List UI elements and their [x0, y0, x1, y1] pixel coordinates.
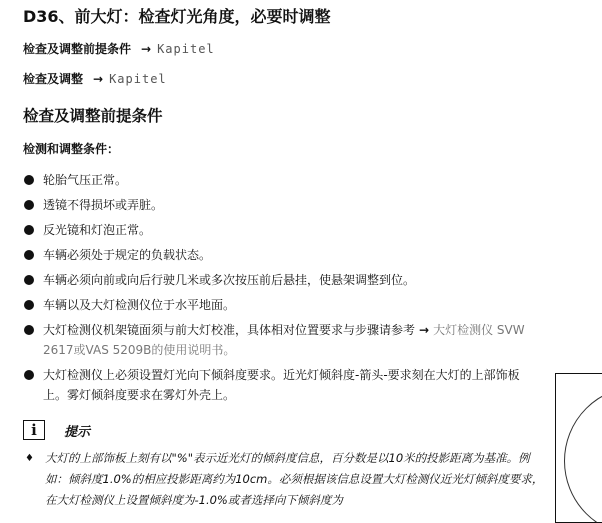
arrow-right-icon: → [141, 42, 152, 56]
bullet-icon [24, 225, 34, 235]
tip-label: 提示 [64, 425, 91, 440]
figure-circle [564, 386, 602, 523]
tip-body [25, 448, 545, 511]
list-item [23, 270, 543, 290]
bullet-icon [24, 200, 34, 210]
diamond-icon: ♦ [25, 453, 34, 464]
link-preconditions-target[interactable]: Kapitel [157, 42, 215, 56]
list-item-text: 轮胎气压正常。 [43, 173, 128, 187]
section-title: 检查及调整前提条件 [23, 107, 163, 125]
list-item [23, 170, 543, 190]
list-item-text: 车辆必须向前或向后行驶几米或多次按压前后悬挂，使悬架调整到位。 [43, 273, 416, 287]
bullet-icon [24, 250, 34, 260]
list-item [23, 365, 543, 405]
conditions-list [23, 170, 543, 410]
list-item [23, 195, 543, 215]
list-item-text: 车辆必须处于规定的负载状态。 [43, 248, 212, 262]
page-title: D36、前大灯：检查灯光角度，必要时调整 [23, 7, 331, 26]
info-icon: i [23, 420, 45, 440]
arrow-right-icon: → [419, 323, 430, 337]
list-item [23, 220, 543, 240]
bullet-icon [24, 325, 34, 335]
headlamp-figure [555, 373, 602, 523]
list-item [23, 245, 543, 265]
list-item-text: 透镜不得损坏或弄脏。 [43, 198, 164, 212]
bullet-icon [24, 370, 34, 380]
list-item [23, 295, 543, 315]
bullet-icon [24, 300, 34, 310]
link-check-adjust-label: 检查及调整 [23, 72, 84, 86]
list-item [23, 320, 543, 360]
bullet-icon [24, 175, 34, 185]
tip-text: 大灯的上部饰板上刻有以"%"表示近光灯的倾斜度信息，百分数是以10米的投影距离为基准。例如：倾斜度1.0%的相应投影距离约为10cm。必须根据该信息设置大灯检测仪近光灯倾斜度要求，在大灯检测仪上设置倾斜度为-1.0%或者选择向下倾斜度为 [45, 451, 544, 507]
list-item-text: 反光镜和灯泡正常。 [43, 223, 152, 237]
list-item-text: 大灯检测仪上必须设置灯光向下倾斜度要求。近光灯倾斜度-箭头-要求刻在大灯的上部饰板上。雾灯倾斜度要求在雾灯外壳上。 [43, 368, 520, 402]
arrow-right-icon: → [93, 72, 104, 86]
link-preconditions[interactable] [23, 40, 215, 57]
link-check-adjust-target[interactable]: Kapitel [109, 72, 167, 86]
list-item-text: 车辆以及大灯检测仪位于水平地面。 [43, 298, 236, 312]
list-item-text: 大灯检测仪机架镜面须与前大灯校准，具体相对位置要求与步骤请参考 [43, 323, 416, 337]
link-check-adjust[interactable] [23, 70, 167, 87]
link-preconditions-label: 检查及调整前提条件 [23, 42, 132, 56]
manual-reference-link[interactable]: 大灯检测仪 SVW 2617或VAS 5209B的使用说明书。 [43, 323, 525, 357]
conditions-subheading: 检测和调整条件： [23, 142, 120, 156]
bullet-icon [24, 275, 34, 285]
